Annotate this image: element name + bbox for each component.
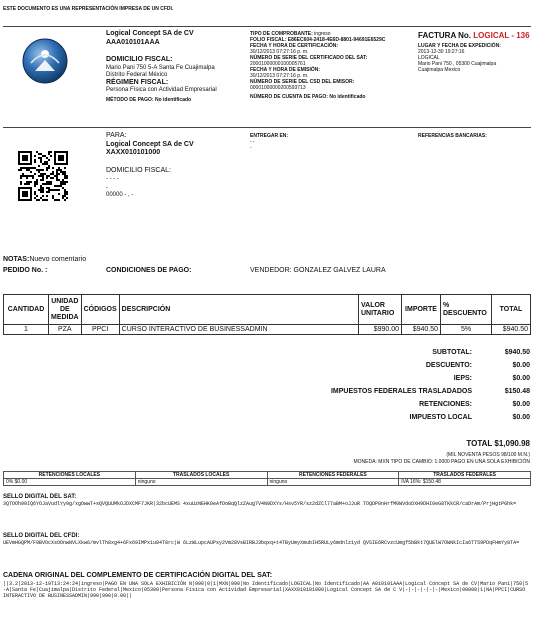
cell-importe: $940.50 (402, 325, 441, 335)
taxes-table (3, 471, 531, 486)
place-address-2: Cuajimalpa Mexico (418, 66, 461, 73)
place-date: 2013-12-30 19:27:16 (418, 48, 465, 55)
qr-code (18, 151, 68, 201)
issuer-address-2: Distrito Federal México (106, 71, 168, 78)
tax-header: RETENCIONES LOCALES (4, 472, 136, 479)
currency-line: MONEDA: MXN TIPO DE CAMBIO: 1.0000 PAGO EN UNA SOLA EXHIBICIÓN (353, 459, 530, 465)
col-descuento: % DESCUENTO (441, 295, 492, 325)
table-row (4, 325, 531, 335)
place-label: LUGAR Y FECHA DE EXPEDICIÓN: (418, 42, 501, 49)
original-chain-value: ||3.2|2013-12-19T13:24:24|ingreso|PAGO EN UNA SOLA EXHIBICIÓN N|990|0|1|MXN|990|No Identificado|LOGICAL|No Identificado|AA A010101AAA|Logical Concept SA de CV|Mario Pani|750|5-A|Santa Fe|Cuajimalpa|Distrito Federal|Mexico|05300|Persona Física con Actividad Empresarial|XAXX010101000|Logical Concept SA de C V|-|-|-|-|-|-|Mexico|00000|1|NA|PPCI|CURSO INTERACTIVO DE BUSINESSADMIN|990|990|0.00|| (3, 580, 529, 599)
cell-cantidad: 1 (4, 325, 49, 335)
divider (3, 26, 531, 27)
folio-value: E86EC604-2418-4E6D-8801-94691E6529C (287, 37, 386, 43)
cell-total: $940.50 (492, 325, 531, 335)
cfdi-notice: ESTE DOCUMENTO ES UNA REPRESENTACIÓN IMPRESA DE UN CFDI. (3, 6, 174, 12)
issuer-address-1: Mario Pani 750 5-A Santa Fe Cuajimalpa (106, 64, 215, 71)
cert-date-value: 30/12/2013 07:27:16 p. m. (250, 49, 309, 55)
subtotal-label: SUBTOTAL: (432, 349, 472, 356)
cfdi-seal-label: SELLO DIGITAL DEL CFDI: (3, 533, 80, 539)
local-tax-label: IMPUESTO LOCAL (409, 414, 472, 421)
col-descripcion: DESCRIPCIÓN (119, 295, 358, 325)
col-unidad: UNIDAD DE MEDIDA (49, 295, 82, 325)
federal-taxes-label: IMPUESTOS FEDERALES TRASLADADOS (330, 388, 472, 395)
cell-descuento: 5% (441, 325, 492, 335)
delivery-label: ENTREGAR EN: (250, 133, 289, 139)
tax-header: TRASLADOS FEDERALES (399, 472, 531, 479)
tax-header: RETENCIONES FEDERALES (267, 472, 399, 479)
col-codigos: CÓDIGOS (81, 295, 119, 325)
receiver-fiscal-label: DOMICILIO FISCAL: (106, 166, 171, 174)
cell-valor: $990.00 (359, 325, 402, 335)
issuer-regime: Persona Física con Actividad Empresarial (106, 87, 217, 93)
order-number-label: PEDIDO No. : (3, 267, 48, 274)
delivery-line-1: - - (250, 139, 255, 145)
company-logo (21, 37, 69, 85)
sat-seal-label: SELLO DIGITAL DEL SAT: (3, 494, 77, 500)
folio-label: FOLIO FISCAL: (250, 37, 287, 43)
receiver-name: Logical Concept SA de CV (106, 140, 194, 148)
subtotal-value: $940.50 (504, 349, 530, 356)
retentions-label: RETENCIONES: (419, 401, 472, 408)
cert-type-label: TIPO DE COMPROBANTE: (250, 31, 313, 37)
table-row (4, 479, 531, 486)
retentions-value: $0.00 (512, 401, 530, 408)
issuer-serial-label: NÚMERO DE SERIE DEL CSD DEL EMISOR: (250, 79, 355, 85)
col-total: TOTAL (492, 295, 531, 325)
issuer-serial-value: 00001000000200593713 (250, 85, 306, 91)
receiver-line-2: - (106, 185, 108, 191)
sat-serial-value: 20001000000100005761 (250, 61, 306, 67)
delivery-line-2: - (250, 145, 252, 151)
payment-method: MÉTODO DE PAGO: No identificado (106, 97, 192, 103)
discount-label: DESCUENTO: (425, 362, 472, 369)
payment-account: NÚMERO DE CUENTA DE PAGO: No identificado (250, 94, 366, 100)
local-tax-value: $0.00 (512, 414, 530, 421)
tax-header: TRASLADOS LOCALES (135, 472, 267, 479)
place-address-1: Mario Pani 750 , 05300 Cuajimalpa (418, 60, 497, 67)
ieps-value: $0.00 (512, 375, 530, 382)
discount-value: $0.00 (512, 362, 530, 369)
sat-serial-label: NÚMERO DE SERIE DEL CERTIFICADO DEL SAT: (250, 55, 368, 61)
emission-value: 30/12/2013 07:27:16 p. m. (250, 73, 309, 79)
items-table (3, 294, 531, 335)
col-cantidad: CANTIDAD (4, 295, 49, 325)
seller: VENDEDOR: GONZALEZ GALVEZ LAURA (250, 267, 386, 274)
issuer-rfc: AAA010101AAA (106, 38, 160, 46)
cert-type-value: ingreso (314, 31, 331, 37)
invoice-number: FACTURA No. LOGICAL - 136 (418, 31, 530, 40)
receiver-line-3: 00000 - , - (106, 192, 134, 198)
amount-in-words: (MIL NOVENTA PESOS 98/100 M.N.) (446, 452, 530, 458)
notes: NOTAS:Nuevo comentario (3, 256, 87, 263)
ieps-label: IEPS: (453, 375, 472, 382)
receiver-para-label: PARA: (106, 132, 127, 139)
issuer-regime-label: RÉGIMEN FISCAL: (106, 78, 169, 86)
receiver-line-1: - - - - (106, 176, 119, 182)
bank-refs-label: REFERENCIAS BANCARIAS: (418, 133, 487, 139)
sat-seal-value: 3QTOOh99IQ6YOJaVudlYy9g/xgOwwT+sQVQUUMkOJDXCMF7JKR|32bcUEMS 4xuUzNEHK0eAfDoBqQlzZAug7V4N9DXYs/Hsv5YR/sz2dZCl77aBM+oJJuR TOQDP0nHrfM0WVdoDXH9DHI0eG8TKkCR/caDrAm/PrjHgtPGhk= (3, 501, 517, 507)
tax-cell: IVA 16%: $150.48 (399, 479, 531, 486)
original-chain-label: CADENA ORIGINAL DEL COMPLEMENTO DE CERTIFICACIÓN DIGITAL DEL SAT: (3, 572, 273, 579)
receiver-rfc: XAXX010101000 (106, 149, 161, 156)
grand-total: TOTAL $1,090.98 (466, 439, 530, 448)
tax-cell: 0% $0.00 (4, 479, 136, 486)
issuer-name: Logical Concept SA de CV (106, 30, 194, 37)
divider (3, 127, 531, 128)
cert-date-label: FECHA Y HORA DE CERTIFICACIÓN: (250, 43, 339, 49)
cfdi-seal-value: UEVmHGQPM/F9BVOcXsOOnwNVLXkw6/mvlTh8xg4+6Fx69IMPx1u84T8rc|W 6LzWLupcAUPsy2Vm28VsBIRBJ3bqxq+t4TByUmyXmubIH5RULy6mdnlz1yd QVSIE6RCvzcUmgf5bBkt7QUElW7OWNkIcIa6TT59PDqFHmYy8TA= (3, 540, 520, 546)
payment-conditions-label: CONDICIONES DE PAGO: (106, 267, 192, 274)
tax-cell: ninguno (135, 479, 267, 486)
place-name: LOGICAL (418, 54, 440, 61)
tax-cell: ninguno (267, 479, 399, 486)
emission-label: FECHA Y HORA DE EMISIÓN: (250, 67, 321, 73)
col-importe: IMPORTE (402, 295, 441, 325)
cell-unidad: PZA (49, 325, 82, 335)
issuer-fiscal-label: DOMICILIO FISCAL: (106, 56, 173, 63)
federal-taxes-value: $150.48 (504, 388, 530, 395)
cell-codigos: PPCI (81, 325, 119, 335)
cell-descripcion: CURSO INTERACTIVO DE BUSINESSADMIN (119, 325, 358, 335)
col-valor: VALOR UNITARIO (359, 295, 402, 325)
